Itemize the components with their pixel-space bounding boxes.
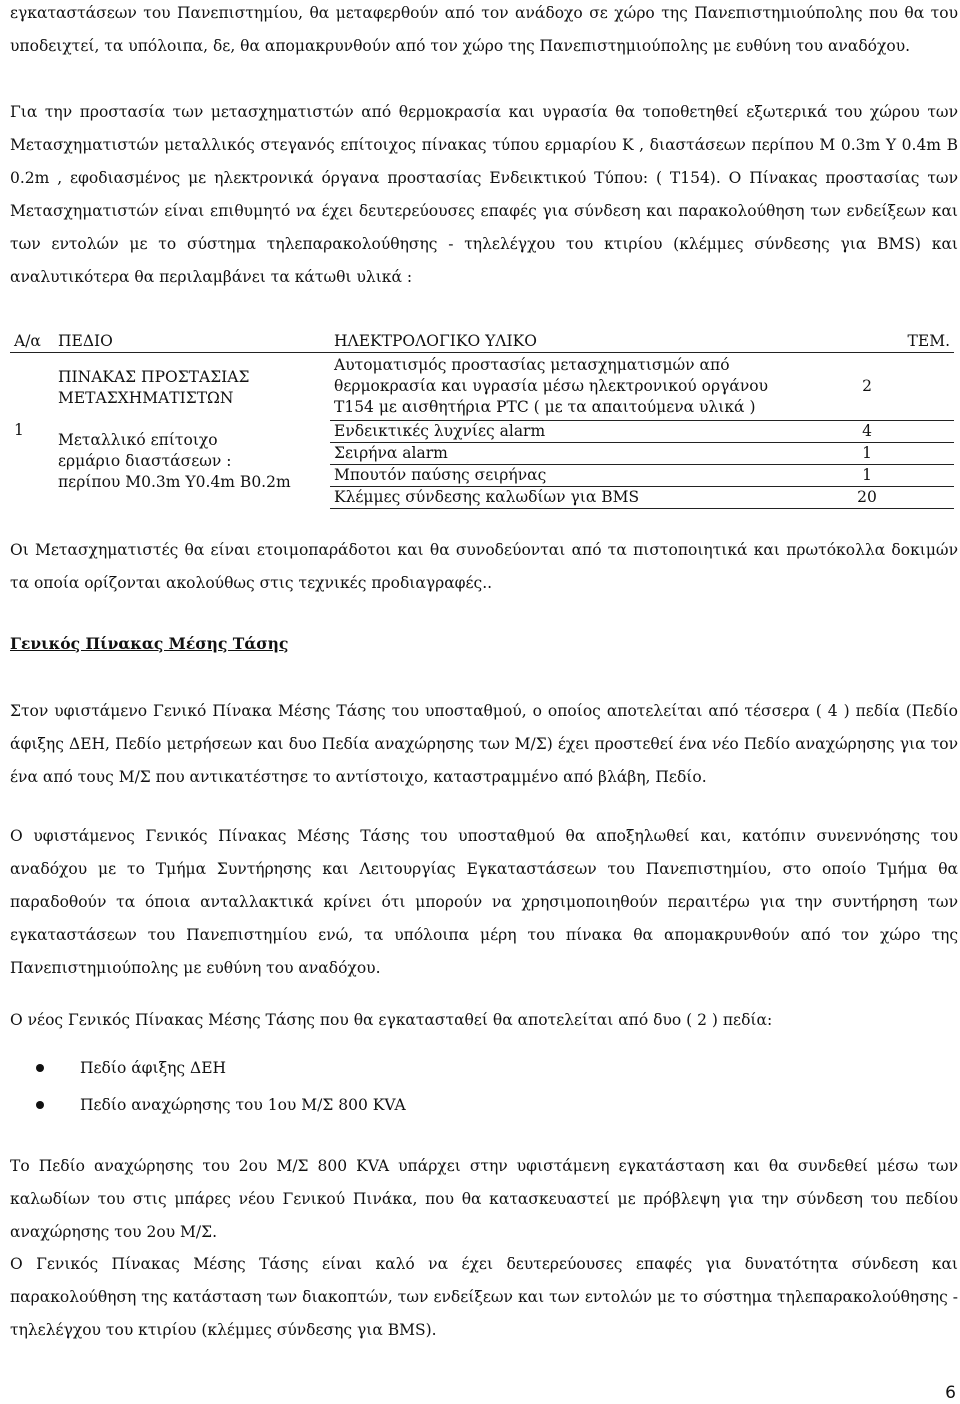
- intro-paragraph-2: Για την προστασία των μετασχηματιστών από θερμοκρασία και υγρασία θα τοποθετηθεί εξωτερικά του χώρου των Μετασχηματιστών μεταλλικός στεγανός επίτοιχος πίνακας τύπου ερμαρίου Κ , διαστάσεων περίπου Μ 0.3m Υ 0.4m Β 0.2m , εφοδιασμένος με ηλεκτρονικά όργανα προστασίας Ενδεικτικού Τύπου: ( Τ154). Ο Πίνακας προστασίας των Μετασχηματιστών είναι επιθυμητό να έχει δευτερεύουσες επαφές για σύνδεση και παρακολούθηση των ενδείξεων και των εντολών με το σύστημα τηλεπαρακολούθησης - τηλελέγχου του κτιρίου (κλέμμες σύνδεσης για BMS) και αναλυτικότερα θα περιλαμβάνει τα κάτωθι υλικά :: [10, 103, 958, 286]
- material-cell: Μπουτόν παύσης σειρήνας: [330, 465, 780, 487]
- list-item-text: Πεδίο άφιξης ΔΕΗ: [80, 1059, 227, 1077]
- panel-desc-line-1: Μεταλλικό επίτοιχο: [58, 431, 218, 449]
- section-paragraph-1: Στον υφιστάμενο Γενικό Πίνακα Μέσης Τάσης του υποσταθμού, ο οποίος αποτελείται από τέσσερα ( 4 ) πεδία (Πεδίο άφιξης ΔΕΗ, Πεδίο μετρήσεων και δυο Πεδία αναχώρησης των Μ/Σ) έχει προστεθεί ένα νέο Πεδίο αναχώρησης για τον ένα από τους Μ/Σ που αντικατέστησε το αντίστοιχο, καταστραμμένο από βλάβη, Πεδίο.: [10, 702, 958, 786]
- bullet-icon: [36, 1101, 44, 1109]
- col-header-field: ΠΕΔΙΟ: [54, 331, 330, 353]
- material-cell: Κλέμμες σύνδεσης καλωδίων για BMS: [330, 487, 780, 509]
- col-header-aa: Α/α: [10, 331, 54, 353]
- section-paragraph-3: Ο νέος Γενικός Πίνακας Μέσης Τάσης που θα εγκατασταθεί θα αποτελείται από δυο ( 2 ) πεδία:: [10, 1011, 773, 1029]
- table-header-row: [10, 331, 954, 353]
- after-table-paragraph: Οι Μετασχηματιστές θα είναι ετοιμοπαράδοτοι και θα συνοδεύονται από τα πιστοποιητικά και πρωτόκολλα δοκιμών τα οποία ορίζονται ακολούθως στις τεχνικές προδιαγραφές..: [10, 541, 958, 592]
- bullet-icon: [36, 1064, 44, 1072]
- list-item-text: Πεδίο αναχώρησης του 1ου Μ/Σ 800 KVA: [80, 1096, 406, 1114]
- table-row: [10, 353, 954, 421]
- col-header-qty: ΤΕΜ.: [780, 331, 954, 353]
- material-cell: Σειρήνα alarm: [330, 443, 780, 465]
- material-cell: Ενδεικτικές λυχνίες alarm: [330, 421, 780, 443]
- qty-cell: 1: [780, 443, 954, 465]
- qty-cell: 2: [862, 377, 872, 395]
- panel-description: [54, 353, 330, 509]
- panel-title-line-1: ΠΙΝΑΚΑΣ ΠΡΟΣΤΑΣΙΑΣ: [58, 368, 250, 386]
- row-number: 1: [14, 421, 24, 440]
- list-item: [10, 1087, 406, 1124]
- page-number: 6: [945, 1383, 956, 1403]
- panel-desc-line-3: περίπου Μ0.3m Υ0.4m Β0.2m: [58, 473, 291, 491]
- qty-cell: 1: [780, 465, 954, 487]
- section-heading: Γενικός Πίνακας Μέσης Τάσης: [10, 634, 289, 653]
- fields-list: [10, 1050, 406, 1124]
- section-paragraph-5: Ο Γενικός Πίνακας Μέσης Τάσης είναι καλό να έχει δευτερεύουσες επαφές για δυνατότητα σύνδεση και παρακολούθηση της κατάσταση των διακοπτών, των ενδείξεων και των εντολών με το σύστημα τηλεπαρακολούθησης - τηλελέγχου του κτιρίου (κλέμμες σύνδεσης για BMS).: [10, 1255, 958, 1339]
- qty-cell: 4: [780, 421, 954, 443]
- material-cell: Αυτοματισμός προστασίας μετασχηματισμών από θερμοκρασία και υγρασία μέσω ηλεκτρονικού οργάνου Τ154 με αισθητήρια PTC ( με τα απαιτούμενα υλικά ): [334, 356, 768, 416]
- intro-paragraph-1: εγκαταστάσεων του Πανεπιστημίου, θα μεταφερθούν από τον ανάδοχο σε χώρο της Πανεπιστημιούπολης που θα του υποδειχτεί, τα υπόλοιπα, δε, θα απομακρυνθούν από τον χώρο της Πανεπιστημιούπολης με ευθύνη του αναδόχου.: [10, 4, 958, 55]
- list-item: [10, 1050, 406, 1087]
- qty-cell: 20: [780, 487, 954, 509]
- panel-desc-line-2: ερμάριο διαστάσεων :: [58, 452, 232, 470]
- section-paragraph-4: Το Πεδίο αναχώρησης του 2ου Μ/Σ 800 KVA υπάρχει στην υφιστάμενη εγκατάσταση και θα συνδεθεί μέσω των καλωδίων του στις μπάρες νέου Γενικού Πινάκα, που θα κατασκευαστεί με πρόβλεψη για την σύνδεση του πεδίου αναχώρησης του 2ου Μ/Σ.: [10, 1157, 958, 1241]
- materials-table: [10, 331, 954, 509]
- col-header-material: ΗΛΕΚΤΡΟΛΟΓΙΚΟ ΥΛΙΚΟ: [330, 331, 780, 353]
- panel-title-line-2: ΜΕΤΑΣΧΗΜΑΤΙΣΤΩΝ: [58, 389, 234, 407]
- section-paragraph-2: Ο υφιστάμενος Γενικός Πίνακας Μέσης Τάσης του υποσταθμού θα αποξηλωθεί και, κατόπιν συνεννόησης του αναδόχου με το Τμήμα Συντήρησης και Λειτουργίας Εγκαταστάσεων του Πανεπιστημίου, στο οποίο Τμήμα θα παραδοθούν τα όποια ανταλλακτικά κρίνει ότι μπορούν να χρησιμοποιηθούν περαιτέρω για την συντήρηση των εγκαταστάσεων του Πανεπιστημίου ενώ, τα υπόλοιπα μέρη του πίνακα θα απομακρυνθούν από τον χώρο της Πανεπιστημιούπολης με ευθύνη του αναδόχου.: [10, 827, 958, 977]
